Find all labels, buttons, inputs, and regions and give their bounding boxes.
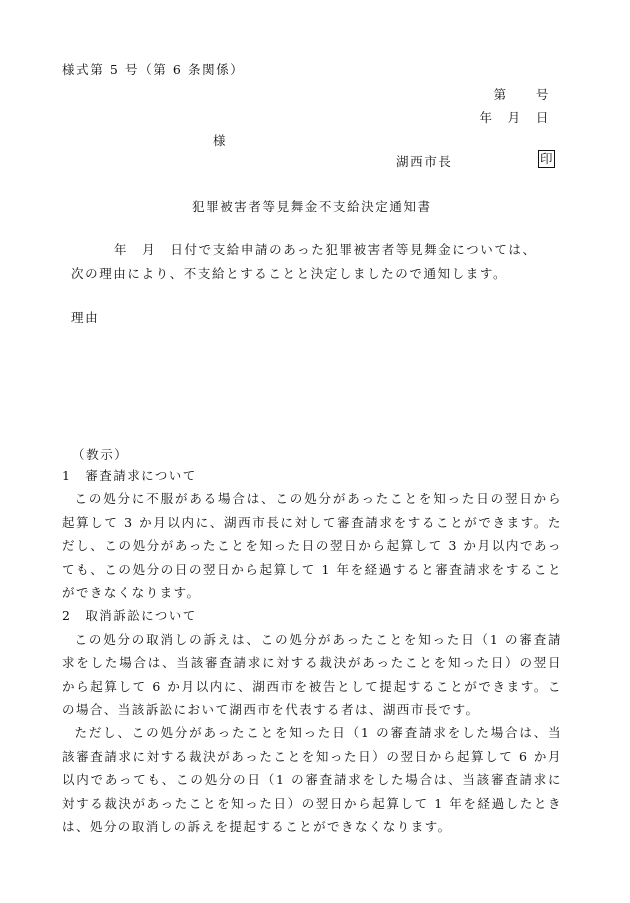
section-2-text-2: ただし、この処分があったことを知った日（1 の審査請求をした場合は、当該審査請求に対する裁決があったことを知った日）の翌日から起算して 6 か月以内であっても、この処分の日（1 の審査請求をした場合は、当該審査請求に対する裁決があったことを知った日）の翌日から起算して 1 年を経過したときは、処分の取消しの訴えを提起することができなくなります。 [62,725,562,835]
form-label: 様式第 5 号（第 6 条関係） [62,62,245,77]
document-number: 第 号 [493,87,550,102]
recipient-suffix: 様 [213,133,226,148]
body-line-1: 年 月 日付で支給申請のあった犯罪被害者等見舞金については、 [114,242,537,257]
notice-heading: （教示） [72,447,129,462]
reason-label: 理由 [71,310,100,325]
issue-date: 年 月 日 [479,110,550,125]
section-2-title: 2 取消訴訟について [62,608,197,624]
section-2-text-1: この処分の取消しの訴えは、この処分があったことを知った日（1 の審査請求をした場合は、当該審査請求に対する裁決があったことを知った日）の翌日から起算して 6 か月以内に、湖西市を被告として提起することができます。この場合、当該訴訟において湖西市を代表する者は、湖西市長です。 [62,631,562,718]
seal-mark [538,150,555,168]
issuer-name: 湖西市長 [396,154,453,169]
body-line-2: 次の理由により、不支給とすることと決定しましたので通知します。 [71,266,508,281]
notice-body [62,464,562,839]
section-1-text: この処分に不服がある場合は、この処分があったことを知った日の翌日から起算して 3 か月以内に、湖西市長に対して審査請求をすることができます。ただし、この処分があったことを知った日の翌日から起算して 3 か月以内であっても、この処分の日の翌日から起算して 1 年を経過すると審査請求をすることができなくなります。 [62,491,562,601]
document-title: 犯罪被害者等見舞金不支給決定通知書 [192,199,432,214]
section-1-title: 1 審査請求について [62,468,197,483]
seal-label: 印 [540,151,553,166]
